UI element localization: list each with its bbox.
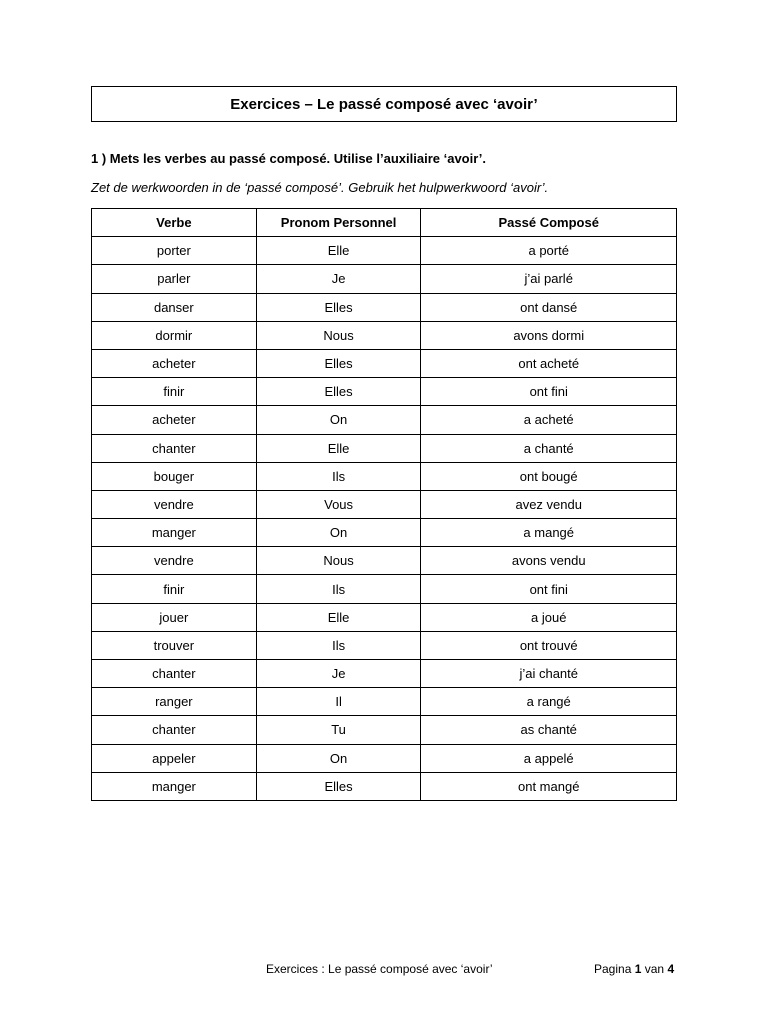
cell-pronom: Elles [256, 293, 421, 321]
table-row [92, 547, 677, 575]
cell-passe-compose: avons dormi [421, 321, 677, 349]
cell-passe-compose: a chanté [421, 434, 677, 462]
table-row [92, 378, 677, 406]
table-row [92, 716, 677, 744]
document-title: Exercices – Le passé composé avec ‘avoir’ [230, 95, 538, 113]
cell-pronom: On [256, 744, 421, 772]
cell-passe-compose: avez vendu [421, 490, 677, 518]
cell-passe-compose: a rangé [421, 688, 677, 716]
cell-pronom: Elles [256, 349, 421, 377]
table-row [92, 688, 677, 716]
table-row [92, 349, 677, 377]
cell-pronom: Elles [256, 378, 421, 406]
cell-pronom: Tu [256, 716, 421, 744]
cell-verbe: manger [92, 519, 257, 547]
table-row [92, 490, 677, 518]
cell-verbe: acheter [92, 406, 257, 434]
cell-pronom: Je [256, 660, 421, 688]
cell-verbe: appeler [92, 744, 257, 772]
cell-verbe: vendre [92, 547, 257, 575]
table-row [92, 406, 677, 434]
cell-passe-compose: as chanté [421, 716, 677, 744]
page-total: 4 [667, 962, 675, 976]
cell-passe-compose: a acheté [421, 406, 677, 434]
cell-verbe: parler [92, 265, 257, 293]
cell-passe-compose: j’ai chanté [421, 660, 677, 688]
table-body [92, 237, 677, 801]
exercise-instruction: 1 ) Mets les verbes au passé composé. Utilise l’auxiliaire ‘avoir’. [91, 151, 486, 166]
document-title-box [91, 86, 677, 122]
verb-table [91, 208, 677, 801]
cell-verbe: finir [92, 378, 257, 406]
cell-verbe: acheter [92, 349, 257, 377]
cell-pronom: Nous [256, 547, 421, 575]
table-row [92, 744, 677, 772]
cell-verbe: dormir [92, 321, 257, 349]
cell-passe-compose: ont trouvé [421, 631, 677, 659]
exercise-translation: Zet de werkwoorden in de ‘passé composé’. Gebruik het hulpwerkwoord ‘avoir’. [91, 180, 549, 195]
cell-verbe: ranger [92, 688, 257, 716]
cell-pronom: On [256, 406, 421, 434]
table-row [92, 462, 677, 490]
cell-passe-compose: avons vendu [421, 547, 677, 575]
footer-page-number [594, 962, 674, 976]
cell-passe-compose: ont fini [421, 378, 677, 406]
cell-verbe: vendre [92, 490, 257, 518]
table-row [92, 237, 677, 265]
table-row [92, 631, 677, 659]
cell-passe-compose: a joué [421, 603, 677, 631]
page-current: 1 [634, 962, 642, 976]
cell-verbe: jouer [92, 603, 257, 631]
table-row [92, 660, 677, 688]
cell-passe-compose: a appelé [421, 744, 677, 772]
page-label: Pagina [594, 962, 632, 976]
table-row [92, 321, 677, 349]
table-row [92, 575, 677, 603]
cell-pronom: Ils [256, 631, 421, 659]
cell-pronom: Il [256, 688, 421, 716]
table-row [92, 293, 677, 321]
cell-pronom: Elle [256, 237, 421, 265]
cell-pronom: Elles [256, 772, 421, 800]
cell-passe-compose: j’ai parlé [421, 265, 677, 293]
header-passe-compose: Passé Composé [421, 209, 677, 237]
table-row [92, 603, 677, 631]
header-pronom: Pronom Personnel [256, 209, 421, 237]
cell-passe-compose: ont fini [421, 575, 677, 603]
page-sep: van [644, 962, 665, 976]
cell-verbe: porter [92, 237, 257, 265]
cell-passe-compose: a porté [421, 237, 677, 265]
cell-pronom: Elle [256, 603, 421, 631]
cell-pronom: Ils [256, 462, 421, 490]
cell-pronom: Vous [256, 490, 421, 518]
cell-passe-compose: ont bougé [421, 462, 677, 490]
cell-verbe: finir [92, 575, 257, 603]
cell-pronom: Je [256, 265, 421, 293]
cell-pronom: Ils [256, 575, 421, 603]
cell-verbe: bouger [92, 462, 257, 490]
cell-verbe: chanter [92, 716, 257, 744]
table-row [92, 265, 677, 293]
cell-verbe: danser [92, 293, 257, 321]
cell-verbe: chanter [92, 434, 257, 462]
cell-pronom: Nous [256, 321, 421, 349]
table-header-row [92, 209, 677, 237]
cell-verbe: trouver [92, 631, 257, 659]
header-verbe: Verbe [92, 209, 257, 237]
cell-passe-compose: ont dansé [421, 293, 677, 321]
table-row [92, 434, 677, 462]
cell-passe-compose: ont mangé [421, 772, 677, 800]
table-row [92, 519, 677, 547]
cell-passe-compose: ont acheté [421, 349, 677, 377]
footer-title: Exercices : Le passé composé avec ‘avoir’ [266, 962, 493, 976]
cell-pronom: On [256, 519, 421, 547]
table-row [92, 772, 677, 800]
cell-verbe: manger [92, 772, 257, 800]
cell-passe-compose: a mangé [421, 519, 677, 547]
cell-verbe: chanter [92, 660, 257, 688]
cell-pronom: Elle [256, 434, 421, 462]
